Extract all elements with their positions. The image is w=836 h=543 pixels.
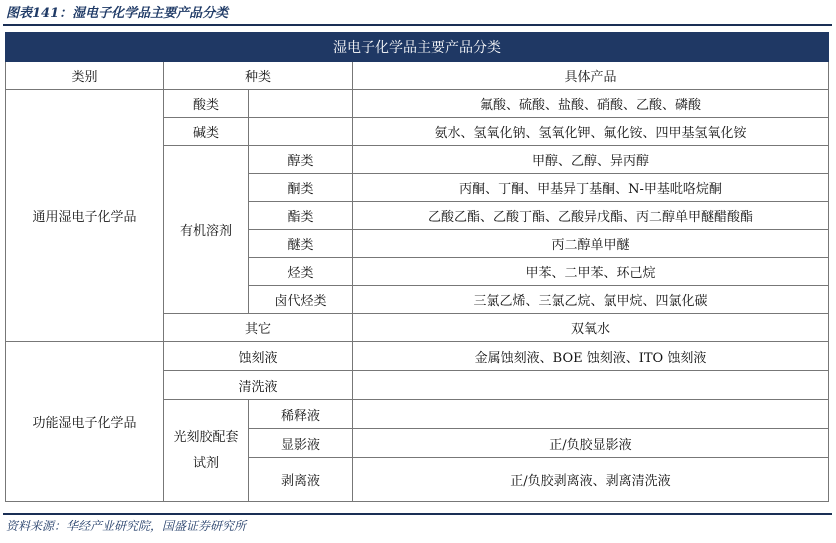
header-products: 具体产品 xyxy=(353,62,829,90)
product-classification-table xyxy=(5,32,829,502)
bottom-rule xyxy=(3,513,832,515)
products-cell: 金属蚀刻液、BOE 蚀刻液、ITO 蚀刻液 xyxy=(353,342,829,371)
header-row xyxy=(6,62,829,90)
table-row xyxy=(6,90,829,118)
figure-title: 图表141：湿电子化学品主要产品分类 xyxy=(6,6,229,21)
type-cell: 酸类 xyxy=(164,90,249,118)
products-cell: 氟酸、硫酸、盐酸、硝酸、乙酸、磷酸 xyxy=(353,90,829,118)
table-title: 湿电子化学品主要产品分类 xyxy=(6,33,829,62)
type-cell: 醇类 xyxy=(249,146,353,174)
products-cell: 乙酸乙酯、乙酸丁酯、乙酸异戊酯、丙二醇单甲醚醋酸酯 xyxy=(353,202,829,230)
type-cell: 蚀刻液 xyxy=(164,342,353,371)
table-title-row xyxy=(6,33,829,62)
header-category: 类别 xyxy=(6,62,164,90)
group-photoresist-kit xyxy=(164,400,249,502)
type-cell: 烃类 xyxy=(249,258,353,286)
products-cell: 双氧水 xyxy=(353,314,829,342)
products-cell: 三氯乙烯、三氯乙烷、氯甲烷、四氯化碳 xyxy=(353,286,829,314)
empty-cell xyxy=(249,90,353,118)
group-general: 通用湿电子化学品 xyxy=(6,90,164,342)
type-cell: 稀释液 xyxy=(249,400,353,429)
products-cell xyxy=(353,400,829,429)
type-cell: 清洗液 xyxy=(164,371,353,400)
products-cell: 丙酮、丁酮、甲基异丁基酮、N-甲基吡咯烷酮 xyxy=(353,174,829,202)
type-cell: 剥离液 xyxy=(249,458,353,502)
type-cell: 显影液 xyxy=(249,429,353,458)
products-cell: 正/负胶显影液 xyxy=(353,429,829,458)
source-note: 资料来源：华经产业研究院，国盛证券研究所 xyxy=(6,519,247,533)
top-rule xyxy=(3,24,832,26)
header-type: 种类 xyxy=(164,62,353,90)
type-cell: 醚类 xyxy=(249,230,353,258)
type-cell: 酯类 xyxy=(249,202,353,230)
table-row xyxy=(6,342,829,371)
group-organic-solvent: 有机溶剂 xyxy=(164,146,249,314)
products-cell: 丙二醇单甲醚 xyxy=(353,230,829,258)
type-cell: 卤代烃类 xyxy=(249,286,353,314)
group-photoresist-kit-label: 光刻胶配套试剂 xyxy=(173,429,239,471)
group-functional: 功能湿电子化学品 xyxy=(6,342,164,502)
products-cell: 正/负胶剥离液、剥离清洗液 xyxy=(353,458,829,502)
products-cell xyxy=(353,371,829,400)
products-cell: 氨水、氢氧化钠、氢氧化钾、氟化铵、四甲基氢氧化铵 xyxy=(353,118,829,146)
type-cell: 酮类 xyxy=(249,174,353,202)
products-cell: 甲醇、乙醇、异丙醇 xyxy=(353,146,829,174)
products-cell: 甲苯、二甲苯、环己烷 xyxy=(353,258,829,286)
type-cell: 其它 xyxy=(164,314,353,342)
type-cell: 碱类 xyxy=(164,118,249,146)
empty-cell xyxy=(249,118,353,146)
